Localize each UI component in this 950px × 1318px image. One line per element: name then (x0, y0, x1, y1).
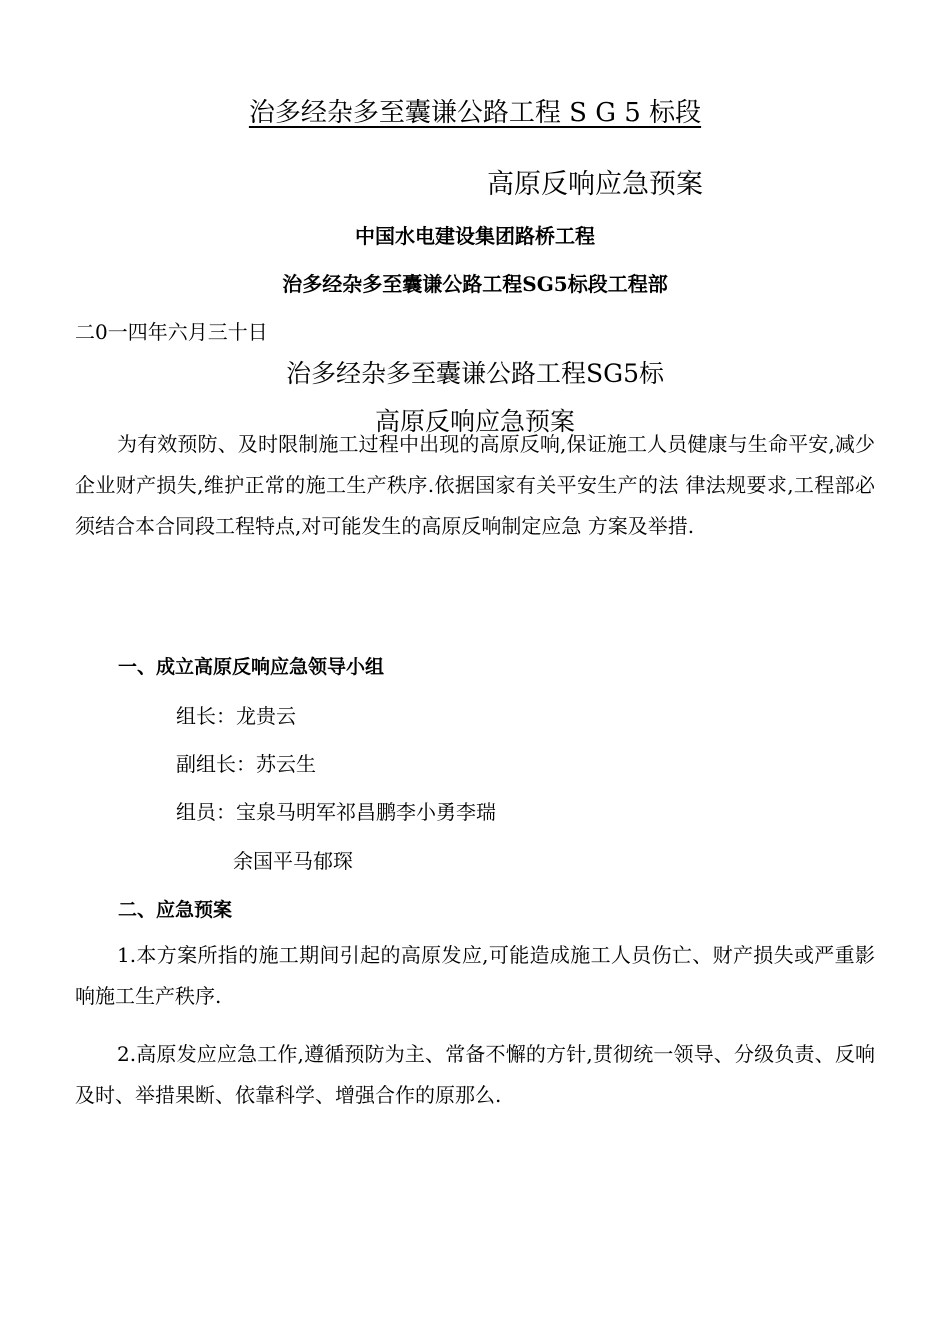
section-heading-emergency-plan: 二、应急预案 (118, 899, 233, 921)
section-heading-leadership-group: 一、成立高原反响应急领导小组 (118, 656, 385, 678)
cover-title: 治多经杂多至囊谦公路工程 S G 5 标段 (248, 98, 702, 128)
project-department: 治多经杂多至囊谦公路工程SG5标段工程部 (282, 272, 668, 296)
deputy-group-leader: 副组长：苏云生 (176, 752, 316, 776)
group-members-line2: 余国平马郁琛 (233, 849, 353, 873)
document-heading-line1: 治多经杂多至囊谦公路工程SG5标 (285, 359, 664, 388)
document-heading-line2: 高原反响应急预案 (374, 407, 575, 436)
group-members-line1: 组员：宝泉马明军祁昌鹏李小勇李瑞 (176, 800, 496, 824)
organization-name: 中国水电建设集团路桥工程 (355, 224, 595, 248)
plan-item-1: 1.本方案所指的施工期间引起的高原发应,可能造成施工人员伤亡、财产损失或严重影响施工生产秩序. (75, 943, 875, 1008)
plan-item-2: 2.高原发应应急工作,遵循预防为主、常备不懈的方针,贯彻统一领导、分级负责、反响及时、举措果断、依靠科学、增强合作的原那么. (75, 1042, 875, 1107)
group-leader: 组长：龙贵云 (176, 704, 296, 728)
cover-subtitle: 高原反响应急预案 (487, 169, 703, 200)
document-date: 二0一四年六月三十日 (75, 320, 268, 344)
intro-paragraph: 为有效预防、及时限制施工过程中出现的高原反响,保证施工人员健康与生命平安,减少企业财产损失,维护正常的施工生产秩序.依据国家有关平安生产的法 律法规要求,工程部必须结合本合同段工程特点,对可能发生的高原反响制定应急 方案及举措. (75, 432, 875, 538)
